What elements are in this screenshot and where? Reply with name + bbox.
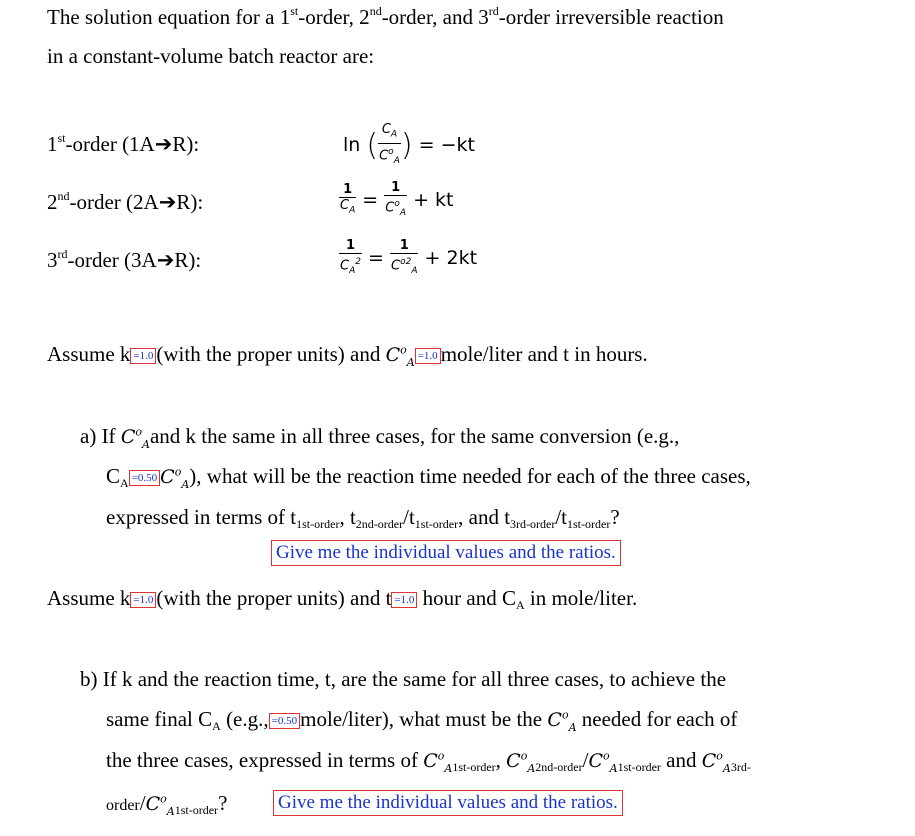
intro-line-1 <box>47 4 724 30</box>
eq1-den-c: C <box>379 147 389 163</box>
eq3-label <box>47 247 201 273</box>
part-a-m2: /t <box>403 505 415 529</box>
sym-o: o <box>716 749 723 763</box>
eq2-label-sup: nd <box>57 189 70 203</box>
part-a-m4: /t <box>555 505 568 529</box>
part-b-l2-mid: (e.g., <box>220 707 269 731</box>
eq3-label-end: R): <box>174 248 202 272</box>
c0-symbol <box>506 749 536 775</box>
arrow-icon: ➔ <box>158 190 177 214</box>
eq1-label-end: R): <box>172 132 200 156</box>
eq1-label-num: 1 <box>47 132 58 156</box>
sym-a: A <box>141 437 150 451</box>
eq2-formula <box>339 180 454 221</box>
part-a-ca-sub: A <box>120 476 129 490</box>
eq2-lhs-den-c: C <box>340 198 350 214</box>
sym-a: A <box>722 761 731 775</box>
part-b-l2-post: mole/liter), what must be the <box>300 707 548 731</box>
intro-sup-rd: rd <box>488 4 499 18</box>
t-value-box[interactable]: =1.0 <box>391 592 417 608</box>
eq3-rhs-den-sub: A <box>411 265 418 276</box>
part-b-l4-pre: order <box>106 797 140 814</box>
sym-o: o <box>135 425 142 439</box>
eq3-equals: = <box>368 246 384 269</box>
sym-c: C <box>145 793 161 815</box>
arrow-icon: ➔ <box>154 132 173 156</box>
intro-text-b: -order, 2 <box>298 5 370 29</box>
part-b-l4-end: ? <box>218 791 228 815</box>
sym-c: C <box>547 709 562 731</box>
part-a-s5: 1st-order <box>567 517 611 531</box>
sym-c: C <box>423 750 438 772</box>
assume2-post-pre: hour and C <box>417 586 516 610</box>
eq3-lhs-den-sup: 2 <box>355 257 361 267</box>
eq2-lhs-den <box>339 197 356 219</box>
c0-sub: A <box>406 355 415 369</box>
part-a-prefix: a) If <box>80 424 121 448</box>
part-b-m1: , <box>495 748 507 772</box>
eq1-num-c: C <box>381 122 391 137</box>
sym-o: o <box>520 749 528 763</box>
c0-symbol <box>120 425 150 451</box>
part-a-s3: 1st-order <box>414 517 459 531</box>
eq1-paren-close: ) <box>400 127 413 163</box>
eq2-label <box>47 189 203 215</box>
part-a-m1: , t <box>339 505 356 529</box>
eq1-den-sub: A <box>393 155 400 166</box>
eq1-formula <box>343 122 475 169</box>
part-a-s2: 2nd-order <box>355 517 404 531</box>
eq3-rhs: + 2kt <box>424 246 478 269</box>
part-a-s1: 1st-order <box>296 517 340 531</box>
intro-line-2: in a constant-volume batch reactor are: <box>47 44 375 68</box>
sym-o: o <box>437 749 445 763</box>
eq2-label-text: -order (2A <box>69 190 159 214</box>
k-value-box[interactable]: =1.0 <box>130 348 156 364</box>
eq3-formula <box>339 238 477 279</box>
eq1-num-sub: A <box>390 129 398 140</box>
c0-symbol <box>423 749 453 775</box>
eq1-paren-open: ( <box>366 127 379 163</box>
part-b-l2-pre: same final C <box>106 707 213 731</box>
part-b-l4-m: / <box>139 791 146 815</box>
eq1-den-sup: o <box>388 146 394 157</box>
c0-symbol <box>547 708 577 734</box>
eq3-label-text: -order (3A <box>67 248 157 272</box>
part-b-answer-box[interactable]: Give me the individual values and the ratios. <box>273 790 623 816</box>
part-b-line-4 <box>106 791 227 818</box>
part-b-m2: / <box>582 748 589 772</box>
intro-sup-nd: nd <box>369 4 382 18</box>
eq2-rhs: + kt <box>413 188 454 211</box>
eq1-ln: ln <box>343 133 361 156</box>
ca-value-box[interactable]: =0.50 <box>129 470 160 486</box>
sym-a: A <box>181 477 190 491</box>
c0-value-box[interactable]: =1.0 <box>415 348 441 364</box>
ca-final-box[interactable]: =0.50 <box>269 713 300 729</box>
part-a-l2-text: ), what will be the reaction time needed for each of the three cases, <box>189 464 751 488</box>
c0-c: C <box>385 344 401 366</box>
assume1-pre: Assume k <box>47 342 131 366</box>
eq1-rhs: = −kt <box>418 133 475 156</box>
eq3-lhs-den-c: C <box>340 258 350 274</box>
part-b-l4-s: 1st-order <box>174 803 219 817</box>
sym-c: C <box>160 466 175 488</box>
eq1-fraction <box>378 122 401 169</box>
eq3-lhs-fraction <box>339 238 362 279</box>
sym-c: C <box>701 750 717 772</box>
part-b-m3: and <box>660 748 702 772</box>
part-b-s3: 1st-order <box>617 760 661 774</box>
part-a-m3: , and t <box>458 505 511 529</box>
assume2-mid: (with the proper units) and t <box>156 586 392 610</box>
sym-o: o <box>174 465 182 479</box>
assume2-sub: A <box>515 598 525 612</box>
part-a-line-3 <box>106 505 620 532</box>
intro-text-c: -order, and 3 <box>381 5 489 29</box>
eq2-label-num: 2 <box>47 190 58 214</box>
part-a-answer-box[interactable]: Give me the individual values and the ratios. <box>271 540 621 566</box>
c0-symbol <box>588 749 618 775</box>
eq3-lhs-den-sub: A <box>349 265 356 276</box>
part-b-line-3 <box>106 748 751 775</box>
eq2-lhs-num: 1 <box>343 182 353 198</box>
assume2-post: in mole/liter. <box>524 586 638 610</box>
eq3-rhs-num: 1 <box>399 238 409 253</box>
c0-symbol <box>385 343 415 369</box>
c0-sup: o <box>400 343 407 357</box>
c0-symbol <box>160 465 190 491</box>
eq1-label-sup: st <box>57 131 66 145</box>
arrow-icon: ➔ <box>156 248 175 272</box>
eq2-lhs-fraction <box>339 182 356 219</box>
sym-a: A <box>527 761 536 775</box>
part-b-line-1: b) If k and the reaction time, t, are the same for all three cases, to achieve the <box>80 667 727 691</box>
sym-o: o <box>561 708 569 722</box>
eq1-frac-num <box>378 122 401 143</box>
assume-line-1 <box>47 342 648 369</box>
sym-c: C <box>506 750 521 772</box>
part-a-line-1 <box>80 424 679 451</box>
sym-a: A <box>444 761 453 775</box>
part-b-l2-end: needed for each of <box>576 707 738 731</box>
eq1-frac-den <box>378 143 401 169</box>
eq2-rhs-den-sub: A <box>399 207 407 218</box>
part-b-line-2 <box>106 707 737 734</box>
part-a-end: ? <box>610 505 620 529</box>
eq2-rhs-fraction <box>384 180 407 221</box>
sym-c: C <box>588 750 604 772</box>
part-b-l3-pre: the three cases, expressed in terms of <box>106 748 424 772</box>
sym-a: A <box>166 804 175 818</box>
part-b-s1: 1st-order <box>452 760 496 774</box>
k-value-box-2[interactable]: =1.0 <box>130 592 156 608</box>
eq3-lhs-num: 1 <box>345 238 356 253</box>
eq2-equals: = <box>362 188 379 211</box>
assume-line-2 <box>47 586 637 613</box>
c0-symbol <box>145 792 175 818</box>
eq2-lhs-den-sub: A <box>349 205 356 216</box>
part-a-l3-pre: expressed in terms of t <box>106 505 297 529</box>
sym-a: A <box>568 720 577 734</box>
part-b-s2: 2nd-order <box>535 760 583 774</box>
sym-c: C <box>120 426 136 448</box>
intro-sup-st: st <box>290 4 299 18</box>
part-b-ca-sub: A <box>212 719 221 733</box>
part-a-ca: C <box>106 464 121 488</box>
eq2-rhs-den-sup: o <box>394 199 400 209</box>
part-a-line-2 <box>106 464 751 491</box>
c0-symbol <box>701 749 731 775</box>
eq3-lhs-den <box>339 253 362 279</box>
eq3-label-sup: rd <box>57 247 68 261</box>
eq3-rhs-fraction <box>390 238 418 279</box>
eq2-rhs-num: 1 <box>391 180 401 195</box>
sym-a: A <box>609 761 618 775</box>
eq3-rhs-den <box>390 253 418 279</box>
eq2-label-end: R): <box>176 190 204 214</box>
part-b-s4: 3rd- <box>730 760 751 774</box>
part-a-s4: 3rd-order <box>510 517 556 531</box>
eq1-label <box>47 131 199 157</box>
eq2-rhs-den-c: C <box>385 200 395 216</box>
eq3-rhs-den-sup: o2 <box>400 257 412 267</box>
intro-text-d: -order irreversible reaction <box>498 5 724 29</box>
intro-text-a: The solution equation for a 1 <box>47 5 291 29</box>
eq1-label-text: -order (1A <box>65 132 155 156</box>
assume1-post: mole/liter and t in hours. <box>440 342 648 366</box>
part-a-l1-text: and k the same in all three cases, for the same conversion (e.g., <box>149 424 680 448</box>
sym-o: o <box>160 792 167 806</box>
eq2-rhs-den <box>384 195 407 221</box>
eq3-label-num: 3 <box>47 248 58 272</box>
eq3-rhs-den-c: C <box>391 258 401 274</box>
assume1-mid: (with the proper units) and <box>156 342 386 366</box>
sym-o: o <box>603 749 610 763</box>
assume2-pre: Assume k <box>47 586 131 610</box>
